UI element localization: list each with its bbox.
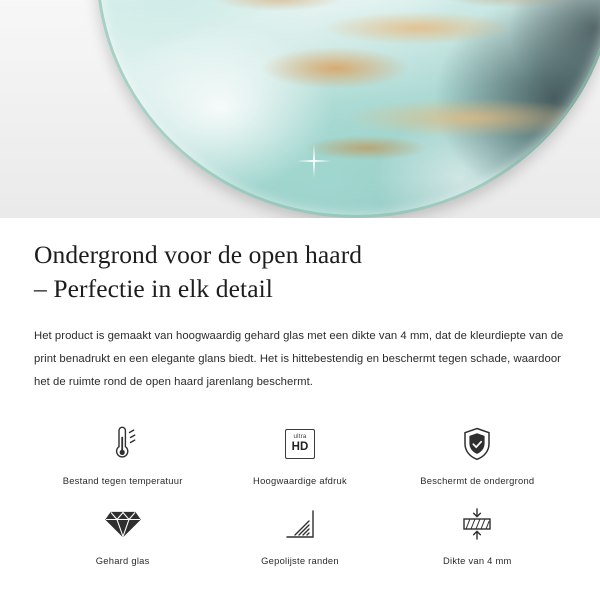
feature-label: Hoogwaardige afdruk [253,474,347,486]
feature-label: Beschermt de ondergrond [420,474,535,486]
feature-grid [34,416,566,570]
ultra-hd-top-text: ultra [293,433,307,441]
round-glass-plate [96,0,600,218]
thermometer-icon [106,422,140,466]
polished-edges-icon [283,502,317,546]
thickness-arrows-icon [459,502,495,546]
feature-label: Bestand tegen temperatuur [62,474,183,486]
feature-label: Dikte van 4 mm [443,554,512,566]
headline-line-1: Ondergrond voor de open haard [34,240,363,269]
feature-label: Gehard glas [95,554,150,566]
feature-item-surface-protection [389,416,566,490]
page-title [34,238,566,305]
diamond-icon [105,502,141,546]
feature-item-polished-edges [211,496,388,570]
ultra-hd-icon [285,422,315,466]
headline-line-2: – Perfectie in elk detail [34,273,273,303]
feature-item-print-quality [211,416,388,490]
feature-label: Gepolijste randen [261,554,339,566]
product-description-text: Het product is gemaakt van hoogwaardig gehard glas met een dikte van 4 mm, dat de kleurdiepte van de print benadrukt en een elegante glans biedt. Het is hittebestendig en beschermt tegen schade, waardoor het de ruimte rond de open haard jarenlang beschermt. [34,330,564,388]
feature-item-thickness [389,496,566,570]
shield-check-icon [461,422,493,466]
ultra-hd-bottom-text: HD [291,440,309,453]
feature-item-tempered-glass [34,496,211,570]
feature-item-temperature [34,416,211,490]
content-area [0,218,600,570]
hero-image [0,0,600,218]
